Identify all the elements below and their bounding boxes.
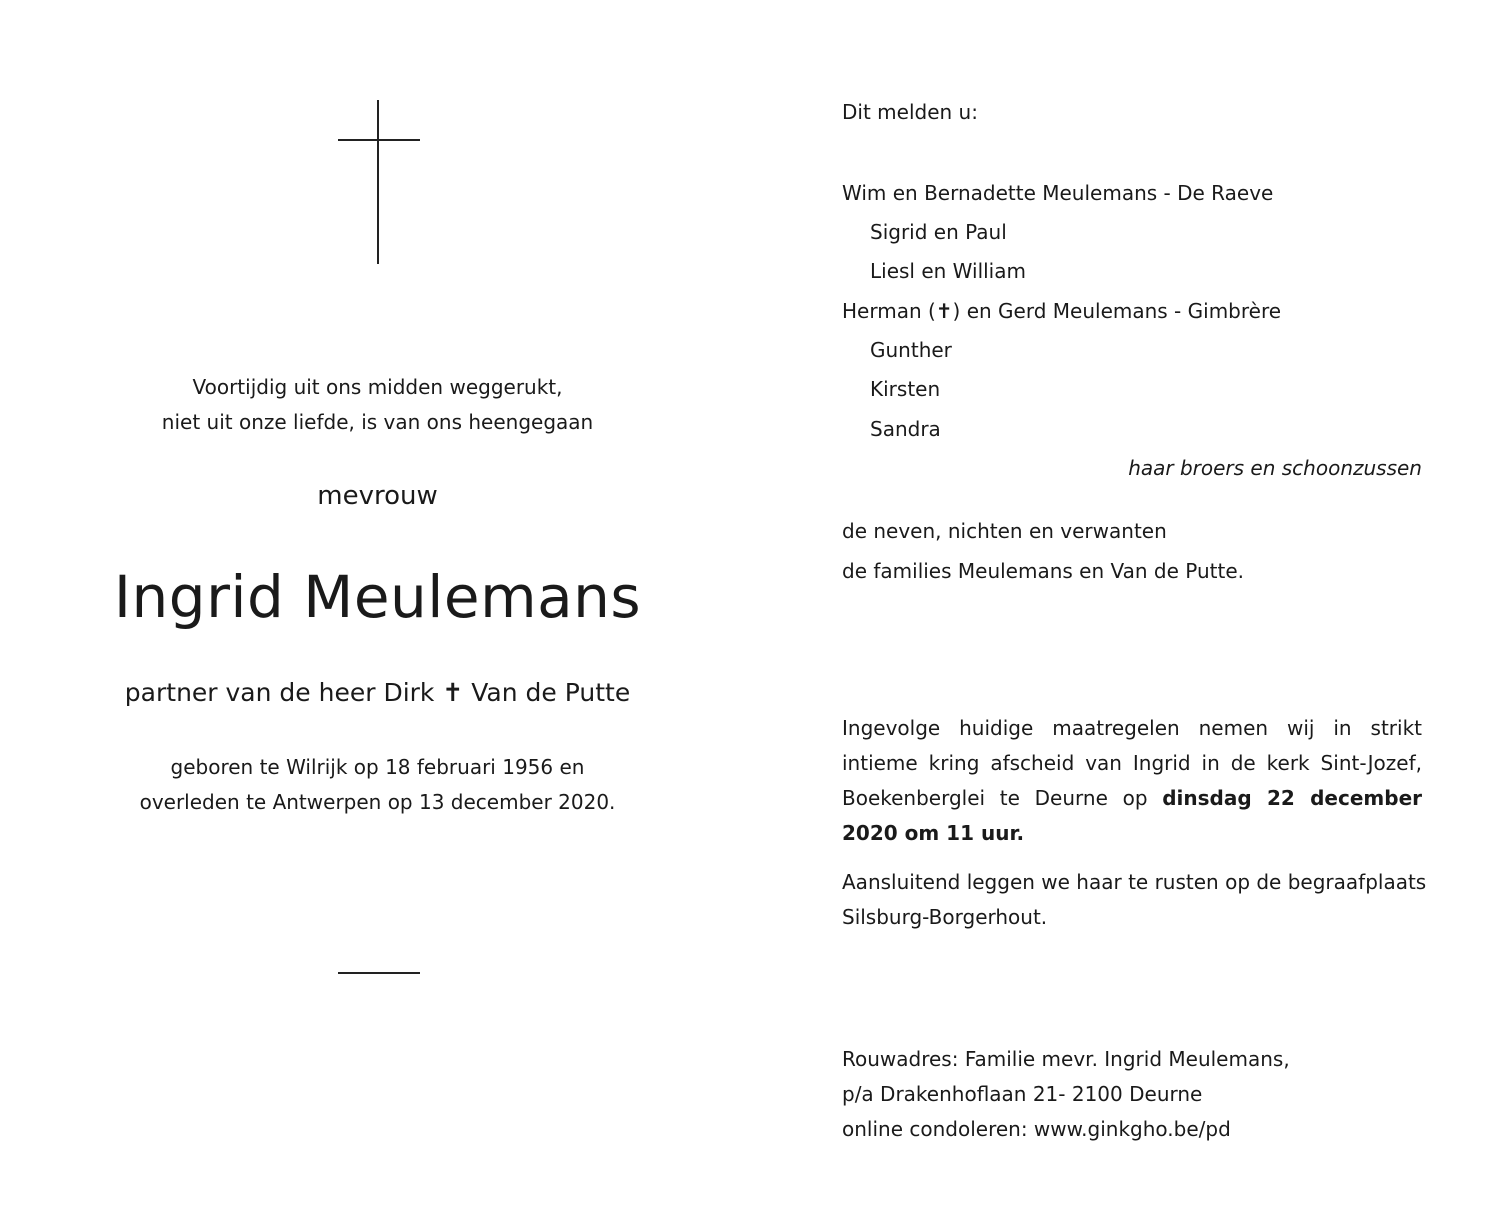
condolence-link[interactable]: online condoleren: www.ginkgho.be/pd bbox=[842, 1117, 1231, 1141]
family-line-5: Gunther bbox=[870, 338, 952, 362]
burial-paragraph bbox=[842, 865, 1426, 935]
address-block bbox=[842, 1042, 1290, 1147]
burial-line-2: Silsburg-Borgerhout. bbox=[842, 905, 1048, 929]
cross-horizontal-bar bbox=[338, 139, 420, 141]
address-line-2: p/a Drakenhoflaan 21- 2100 Deurne bbox=[842, 1082, 1203, 1106]
family-line-2: Sigrid en Paul bbox=[870, 220, 1007, 244]
ceremony-paragraph bbox=[842, 711, 1422, 851]
relatives-line-2: de families Meulemans en Van de Putte. bbox=[842, 559, 1245, 583]
intro-line-1: Voortijdig uit ons midden weggerukt, bbox=[192, 375, 563, 399]
family-line-4: Herman (✝) en Gerd Meulemans - Gimbrère bbox=[842, 299, 1282, 323]
relation-label: haar broers en schoonzussen bbox=[1128, 456, 1422, 480]
family-line-7: Sandra bbox=[870, 417, 941, 441]
family-line-3: Liesl en William bbox=[870, 259, 1026, 283]
burial-line-1: Aansluitend leggen we haar te rusten op de begraafplaats bbox=[842, 870, 1427, 894]
ceremony-date: dinsdag 22 december 2020 om 11 uur. bbox=[842, 786, 1422, 845]
deceased-name: Ingrid Meulemans bbox=[113, 563, 642, 631]
intro-text bbox=[80, 370, 675, 440]
family-line-1: Wim en Bernadette Meulemans - De Raeve bbox=[842, 181, 1274, 205]
death-line: overleden te Antwerpen op 13 december 2020. bbox=[139, 790, 616, 814]
right-column bbox=[842, 0, 1427, 1214]
partner-suffix: Van de Putte bbox=[471, 678, 631, 707]
announce-line: Dit melden u: bbox=[842, 100, 978, 124]
address-line-1: Rouwadres: Familie mevr. Ingrid Meulemans, bbox=[842, 1047, 1290, 1071]
partner-prefix: partner van de heer Dirk bbox=[124, 678, 435, 707]
divider-rule bbox=[338, 972, 420, 974]
dates-text bbox=[80, 750, 675, 820]
family-line-6: Kirsten bbox=[870, 377, 941, 401]
birth-line: geboren te Wilrijk op 18 februari 1956 en bbox=[170, 755, 585, 779]
cross-icon: ✝ bbox=[442, 678, 464, 707]
ceremony-text: Ingevolge huidige maatregelen nemen wij in strikt intieme kring afscheid van Ingrid in de kerk Sint-Jozef, Boekenberglei te Deurne op bbox=[842, 716, 1422, 810]
cross-vertical-bar bbox=[377, 100, 379, 264]
relatives-line-1: de neven, nichten en verwanten bbox=[842, 519, 1167, 543]
title-word: mevrouw bbox=[317, 481, 438, 511]
partner-line bbox=[80, 674, 675, 712]
intro-line-2: niet uit onze liefde, is van ons heengegaan bbox=[161, 410, 594, 434]
